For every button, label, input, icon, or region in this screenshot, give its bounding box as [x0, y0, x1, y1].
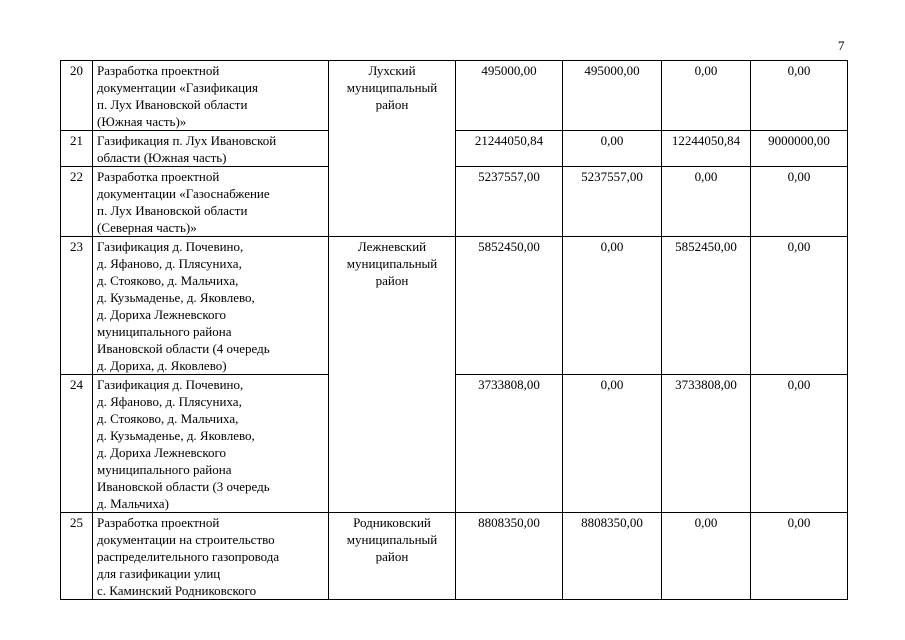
district-line: район	[375, 273, 409, 288]
description-line: муниципального района	[97, 462, 232, 477]
amount-total: 3733808,00	[456, 375, 563, 513]
description-line: д. Мальчиха)	[97, 496, 169, 511]
row-number: 23	[61, 237, 93, 375]
description-line: документации «Газоснабжение	[97, 186, 270, 201]
district-cell	[329, 61, 456, 237]
amount-col-2: 0,00	[563, 375, 662, 513]
amount-total: 21244050,84	[456, 131, 563, 167]
amount-col-2: 495000,00	[563, 61, 662, 131]
amount-col-4: 0,00	[751, 167, 848, 237]
description-line: п. Лух Ивановской области	[97, 97, 248, 112]
description-line: Газификация д. Почевино,	[97, 377, 244, 392]
description-line: области (Южная часть)	[97, 150, 227, 165]
amount-col-2: 0,00	[563, 131, 662, 167]
description-line: д. Яфаново, д. Плясуниха,	[97, 256, 242, 271]
description-line: Ивановской области (4 очередь	[97, 341, 270, 356]
description-line: д. Кузьмаденье, д. Яковлево,	[97, 428, 255, 443]
description-line: Газификация д. Почевино,	[97, 239, 244, 254]
amount-total: 8808350,00	[456, 513, 563, 600]
amount-col-2: 8808350,00	[563, 513, 662, 600]
table-row	[61, 513, 848, 600]
amount-col-3: 0,00	[662, 61, 751, 131]
district-cell	[329, 237, 456, 513]
project-description	[93, 167, 329, 237]
row-number: 20	[61, 61, 93, 131]
table-row	[61, 61, 848, 131]
description-line: д. Дориха, д. Яковлево)	[97, 358, 227, 373]
description-line: с. Каминский Родниковского	[97, 583, 257, 598]
description-line: д. Кузьмаденье, д. Яковлево,	[97, 290, 255, 305]
description-line: Разработка проектной	[97, 169, 220, 184]
description-line: Разработка проектной	[97, 63, 220, 78]
description-line: распределительного газопровода	[97, 549, 280, 564]
district-line: район	[375, 97, 409, 112]
project-description	[93, 513, 329, 600]
description-line: для газификации улиц	[97, 566, 221, 581]
description-line: д. Стояково, д. Мальчиха,	[97, 411, 239, 426]
district-line: Лежневский	[357, 239, 427, 254]
project-description	[93, 131, 329, 167]
description-line: п. Лух Ивановской области	[97, 203, 248, 218]
table-row	[61, 237, 848, 375]
amount-col-4: 0,00	[751, 513, 848, 600]
district-cell	[329, 513, 456, 600]
description-line: документации «Газификация	[97, 80, 258, 95]
amount-total: 495000,00	[456, 61, 563, 131]
amount-col-2: 0,00	[563, 237, 662, 375]
amount-col-4: 9000000,00	[751, 131, 848, 167]
amount-col-4: 0,00	[751, 61, 848, 131]
description-line: (Южная часть)»	[97, 114, 187, 129]
description-line: Разработка проектной	[97, 515, 220, 530]
row-number: 25	[61, 513, 93, 600]
description-line: д. Дориха Лежневского	[97, 445, 226, 460]
description-line: документации на строительство	[97, 532, 275, 547]
description-line: муниципального района	[97, 324, 232, 339]
description-line: Ивановской области (3 очередь	[97, 479, 270, 494]
row-number: 22	[61, 167, 93, 237]
gasification-table	[60, 60, 848, 600]
amount-col-2: 5237557,00	[563, 167, 662, 237]
amount-total: 5852450,00	[456, 237, 563, 375]
amount-col-3: 12244050,84	[662, 131, 751, 167]
project-description	[93, 237, 329, 375]
amount-col-3: 0,00	[662, 167, 751, 237]
amount-col-3: 5852450,00	[662, 237, 751, 375]
description-line: д. Дориха Лежневского	[97, 307, 226, 322]
district-line: Лухский	[368, 63, 416, 78]
district-line: муниципальный	[346, 256, 438, 271]
amount-col-4: 0,00	[751, 375, 848, 513]
district-line: Родниковский	[353, 515, 431, 530]
amount-col-4: 0,00	[751, 237, 848, 375]
description-line: д. Яфаново, д. Плясуниха,	[97, 394, 242, 409]
amount-col-3: 3733808,00	[662, 375, 751, 513]
row-number: 24	[61, 375, 93, 513]
description-line: Газификация п. Лух Ивановской	[97, 133, 277, 148]
district-line: муниципальный	[346, 80, 438, 95]
page-number: 7	[838, 38, 845, 53]
district-line: район	[375, 549, 409, 564]
description-line: д. Стояково, д. Мальчиха,	[97, 273, 239, 288]
description-line: (Северная часть)»	[97, 220, 197, 235]
row-number: 21	[61, 131, 93, 167]
project-description	[93, 61, 329, 131]
project-description	[93, 375, 329, 513]
amount-col-3: 0,00	[662, 513, 751, 600]
amount-total: 5237557,00	[456, 167, 563, 237]
district-line: муниципальный	[346, 532, 438, 547]
